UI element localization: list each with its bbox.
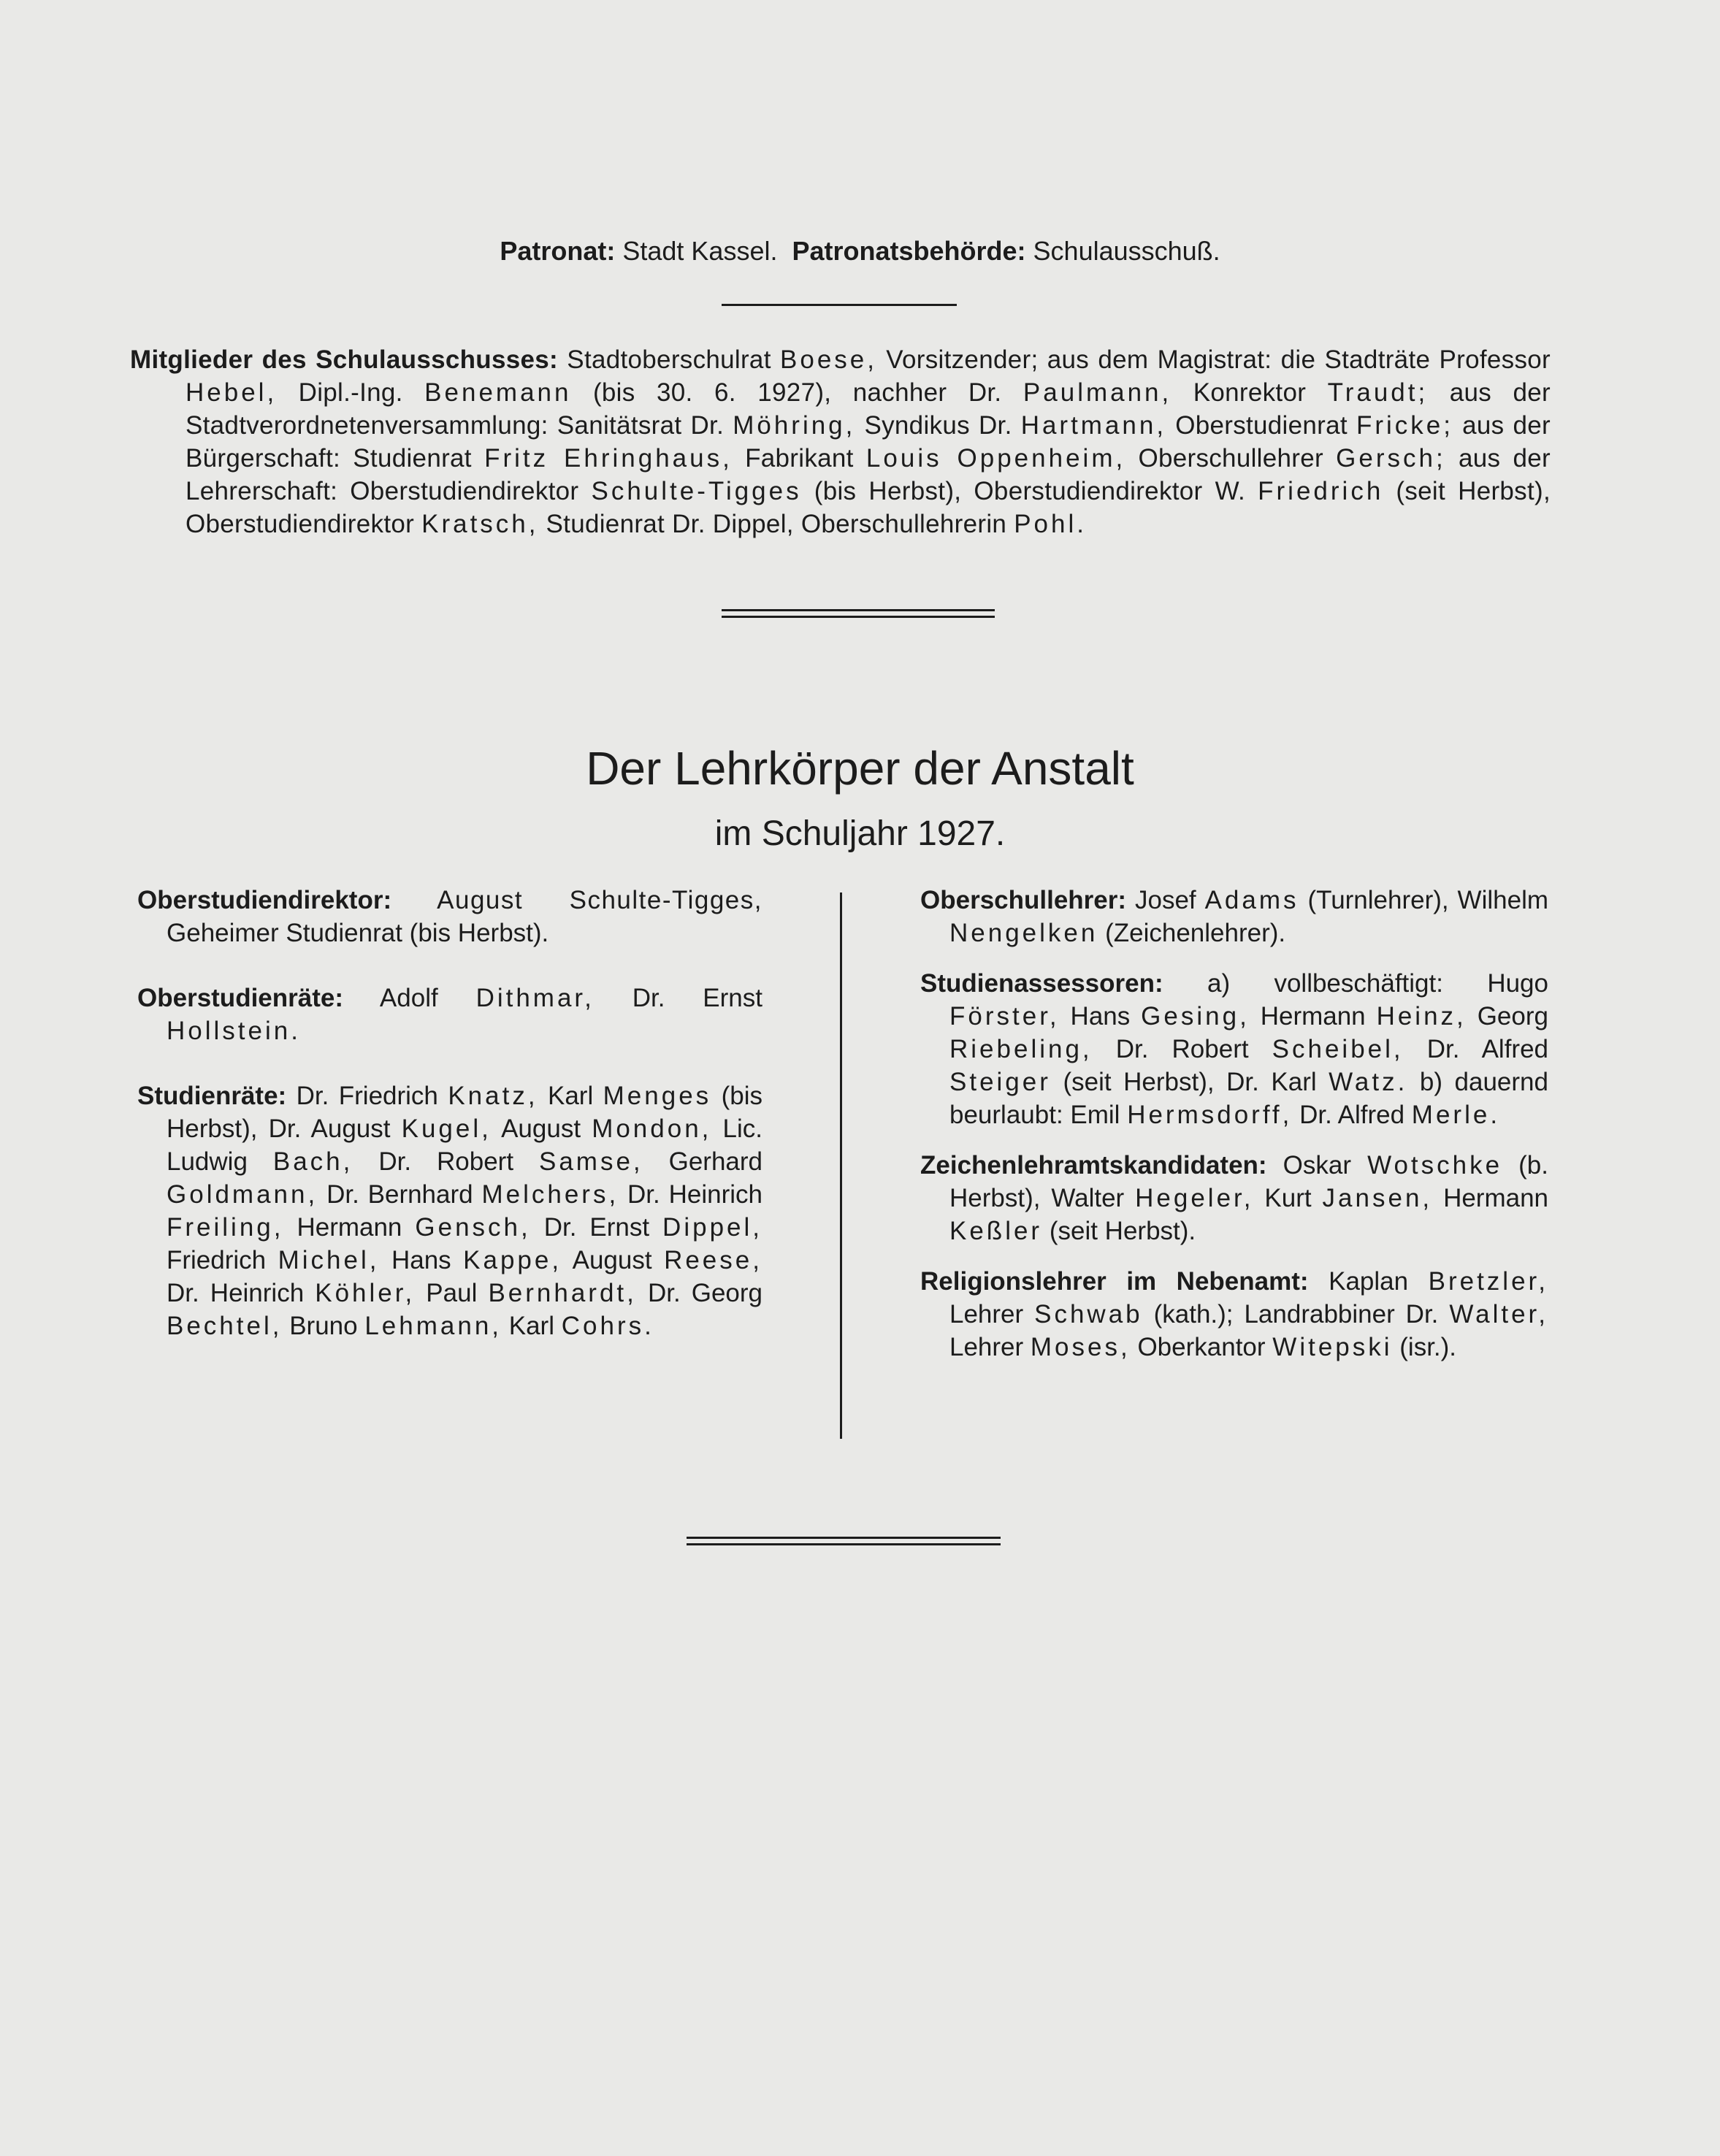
staff-name: Hermsdorff, xyxy=(1127,1101,1293,1129)
staff-name: Melchers, xyxy=(481,1180,619,1209)
members-text: Fabrikant xyxy=(745,444,854,473)
staff-text: Karl xyxy=(547,1082,594,1110)
members-text: aus der Stadtverordnetenversammlung: Sanitätsrat Dr. xyxy=(186,378,1551,440)
staff-text: Friedrich xyxy=(167,1246,267,1274)
staff-text: Dr. Heinrich xyxy=(167,1279,305,1307)
staff-text: Adolf xyxy=(379,984,438,1012)
staff-name: Jansen, xyxy=(1322,1184,1433,1212)
staff-name: Kugel, xyxy=(401,1115,492,1143)
staff-name: Förster, xyxy=(949,1002,1060,1031)
staff-text: Dr. Robert xyxy=(1115,1035,1249,1063)
right-column xyxy=(920,884,1548,1364)
staff-name: Nengelken xyxy=(949,919,1098,947)
member-name: Hartmann, xyxy=(1020,411,1167,440)
staff-text: Hermann xyxy=(1260,1002,1366,1031)
staff-text: Kurt xyxy=(1264,1184,1312,1212)
staff-text: Lehrer xyxy=(949,1300,1024,1329)
staff-text: August xyxy=(572,1246,652,1274)
member-name: Kratsch, xyxy=(421,510,539,538)
staff-text: Dr. Ernst xyxy=(543,1213,650,1242)
staff-name: Adams xyxy=(1204,886,1299,914)
section-label: Oberstudiendirektor: xyxy=(137,886,392,914)
staff-text: Georg xyxy=(1477,1002,1548,1031)
patronatsbehoerde-label: Patronatsbehörde: xyxy=(792,236,1026,266)
staff-text: Geheimer Studienrat (bis Herbst). xyxy=(167,919,549,947)
left-column xyxy=(137,884,762,1342)
page-title: Der Lehrkörper der Anstalt xyxy=(586,742,1134,795)
staff-name: Kappe, xyxy=(463,1246,562,1274)
staff-name: Samse, xyxy=(539,1147,643,1176)
staff-name: Heinz, xyxy=(1376,1002,1467,1031)
staff-text: Lehrer xyxy=(949,1333,1024,1361)
members-text: Stadtoberschulrat xyxy=(567,345,771,374)
members-text: aus der Bürgerschaft: Studienrat xyxy=(186,411,1551,473)
members-text: Oberstudienrat xyxy=(1175,411,1348,440)
zeichenlehramtskandidaten-entry xyxy=(920,1149,1548,1247)
staff-text: Hans xyxy=(391,1246,451,1274)
oberstudienraete-entry xyxy=(137,982,762,1047)
staff-name: Freiling, xyxy=(167,1213,284,1242)
page-subtitle: im Schuljahr 1927. xyxy=(714,814,1006,853)
staff-text: Lic. Ludwig xyxy=(167,1115,763,1176)
staff-text: Kaplan xyxy=(1329,1267,1409,1296)
staff-text: Karl xyxy=(508,1312,554,1340)
staff-name: August Schulte-Tigges, xyxy=(437,886,762,914)
staff-text: (kath.); Landrabbiner Dr. xyxy=(1153,1300,1439,1329)
member-name: Möhring, xyxy=(733,411,856,440)
column-divider xyxy=(840,892,842,1439)
member-name: Benemann xyxy=(424,378,572,407)
staff-name: Gensch, xyxy=(415,1213,531,1242)
member-name: Schulte-Tigges xyxy=(591,477,802,505)
member-name: Hebel, xyxy=(186,378,278,407)
section-label: Oberschullehrer: xyxy=(920,886,1127,914)
members-label: Mitglieder des Schulausschusses: xyxy=(130,345,558,374)
staff-text: Dr. Alfred xyxy=(1426,1035,1549,1063)
staff-name: Bach, xyxy=(272,1147,353,1176)
staff-text: August xyxy=(501,1115,581,1143)
section-label: Oberstudienräte: xyxy=(137,984,343,1012)
staff-text: (b. Herbst), Walter xyxy=(949,1151,1549,1212)
member-name: Gersch; xyxy=(1336,444,1446,473)
section-label: Studienräte: xyxy=(137,1082,287,1110)
staff-name: Bernhardt, xyxy=(488,1279,637,1307)
oberschullehrer-entry xyxy=(920,884,1548,949)
staff-name: Hollstein. xyxy=(167,1017,301,1045)
patronat-line xyxy=(0,232,1720,270)
staff-name: Scheibel, xyxy=(1272,1035,1404,1063)
studienassessoren-entry xyxy=(920,967,1548,1131)
staff-name: Schwab xyxy=(1034,1300,1143,1329)
section-label: Studienassessoren: xyxy=(920,969,1163,998)
member-name: Boese, xyxy=(780,345,877,374)
staff-text: Dr. Bernhard xyxy=(326,1180,473,1209)
staff-name: Moses, xyxy=(1030,1333,1131,1361)
staff-text: (seit Herbst). xyxy=(1049,1217,1196,1245)
members-text: Vorsitzender; aus dem Magistrat: die Stadträte Professor xyxy=(886,345,1551,374)
staff-text: Dr. Friedrich xyxy=(296,1082,438,1110)
staff-name: Knatz, xyxy=(448,1082,538,1110)
member-name: Traudt; xyxy=(1327,378,1429,407)
staff-name: Lehmann, xyxy=(364,1312,502,1340)
members-text: (bis Herbst), Oberstudiendirektor W. xyxy=(814,477,1246,505)
patronatsbehoerde-value: Schulausschuß. xyxy=(1033,236,1220,266)
staff-text: Dr. Ernst xyxy=(632,984,762,1012)
patronat-label: Patronat: xyxy=(500,236,616,266)
staff-name: Walter, xyxy=(1449,1300,1548,1329)
staff-name: Menges xyxy=(603,1082,712,1110)
staff-text: (bis Herbst), Dr. August xyxy=(167,1082,763,1143)
staff-name: Watz. xyxy=(1329,1068,1408,1096)
short-divider xyxy=(722,304,957,306)
staff-text: Dr. Alfred xyxy=(1299,1101,1405,1129)
staff-name: Bretzler, xyxy=(1428,1267,1548,1296)
staff-text: (seit Herbst), Dr. Karl xyxy=(1063,1068,1317,1096)
staff-name: Hegeler, xyxy=(1135,1184,1254,1212)
schulausschuss-members-paragraph xyxy=(130,343,1551,540)
section-label: Zeichenlehramtskandidaten: xyxy=(920,1151,1267,1180)
member-name: Fritz Ehringhaus, xyxy=(484,444,733,473)
staff-name: Michel, xyxy=(278,1246,380,1274)
staff-text: Hans xyxy=(1070,1002,1131,1031)
staff-text: Hermann xyxy=(297,1213,402,1242)
staff-name: Mondon, xyxy=(592,1115,712,1143)
staff-name: Reese, xyxy=(664,1246,762,1274)
members-text: Oberschullehrer xyxy=(1138,444,1323,473)
member-name: Louis Oppenheim, xyxy=(865,444,1126,473)
members-text: (bis 30. 6. 1927), nachher Dr. xyxy=(592,378,1002,407)
religionslehrer-entry xyxy=(920,1265,1548,1364)
staff-name: Goldmann, xyxy=(167,1180,318,1209)
members-text: Studienrat Dr. Dippel, Oberschullehrerin xyxy=(546,510,1007,538)
members-text: (seit Herbst), Oberstudiendirektor xyxy=(186,477,1551,538)
staff-text: Paul xyxy=(426,1279,478,1307)
members-text: Dipl.-Ing. xyxy=(298,378,403,407)
staff-name: Steiger xyxy=(949,1068,1051,1096)
staff-text: a) vollbeschäftigt: Hugo xyxy=(1207,969,1548,998)
staff-text: (isr.). xyxy=(1399,1333,1457,1361)
staff-name: Cohrs. xyxy=(561,1312,654,1340)
studienraete-entry xyxy=(137,1079,762,1342)
double-divider-bottom xyxy=(687,1537,1001,1545)
staff-text: Dr. Heinrich xyxy=(627,1180,762,1209)
staff-text: b) dauernd beurlaubt: Emil xyxy=(949,1068,1548,1129)
staff-text: Gerhard xyxy=(668,1147,763,1176)
staff-name: Dippel, xyxy=(662,1213,762,1242)
oberstudiendirektor-entry xyxy=(137,884,762,949)
staff-name: Gesing, xyxy=(1141,1002,1250,1031)
staff-text: Hermann xyxy=(1443,1184,1549,1212)
staff-name: Keßler xyxy=(949,1217,1043,1245)
section-label: Religionslehrer im Nebenamt: xyxy=(920,1267,1309,1296)
staff-text: Oberkantor xyxy=(1137,1333,1266,1361)
staff-name: Merle. xyxy=(1411,1101,1501,1129)
staff-name: Köhler, xyxy=(315,1279,416,1307)
members-text: Konrektor xyxy=(1193,378,1307,407)
staff-text: (Zeichenlehrer). xyxy=(1105,919,1286,947)
member-name: Paulmann, xyxy=(1023,378,1172,407)
staff-text: Dr. Robert xyxy=(378,1147,514,1176)
member-name: Pohl. xyxy=(1014,510,1087,538)
staff-name: Witepski xyxy=(1272,1333,1393,1361)
members-text: Syndikus Dr. xyxy=(864,411,1012,440)
member-name: Friedrich xyxy=(1258,477,1384,505)
staff-text: (Turnlehrer), Wilhelm xyxy=(1307,886,1549,914)
double-divider-top xyxy=(722,609,995,618)
staff-text: Josef xyxy=(1134,886,1196,914)
staff-name: Dithmar, xyxy=(475,984,595,1012)
staff-name: Bechtel, xyxy=(167,1312,283,1340)
patronat-value: Stadt Kassel. xyxy=(622,236,778,266)
members-text: aus der Lehrerschaft: Oberstudiendirektor xyxy=(186,444,1551,505)
staff-text: Oskar xyxy=(1283,1151,1351,1180)
member-name: Fricke; xyxy=(1356,411,1453,440)
staff-name: Riebeling, xyxy=(949,1035,1093,1063)
staff-text: Dr. Georg xyxy=(647,1279,763,1307)
staff-text: Bruno xyxy=(289,1312,358,1340)
staff-name: Wotschke xyxy=(1367,1151,1503,1180)
